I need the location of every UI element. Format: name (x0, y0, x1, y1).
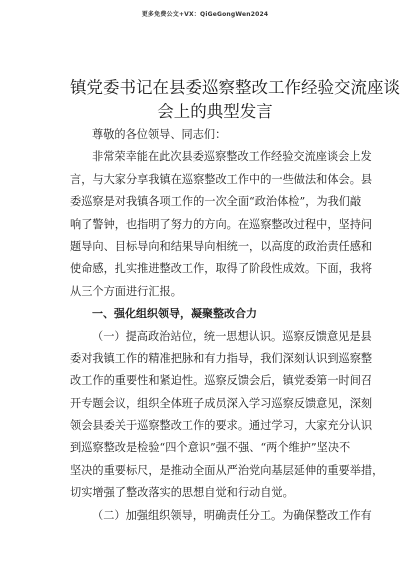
section-heading: 一、强化组织领导，凝聚整改合力 (92, 307, 257, 321)
text-line: （二）加强组织领导，明确责任分工。为确保整改工作有 (92, 508, 372, 522)
text-line: 题导向、目标导向和结果导向相统一，以高度的政治责任感和 (70, 239, 373, 253)
text-line: （一）提高政治站位，统一思想认识。巡察反馈意见是县 (92, 329, 372, 343)
text-line: 到巡察整改是检验“四个意识”强不强、“两个维护”坚决不 (70, 441, 351, 455)
text-line: 从三个方面进行汇报。 (70, 284, 182, 298)
text-line: 响了警钟，也指明了努力的方向。在巡察整改过程中，坚持问 (70, 217, 373, 231)
text-line: 切实增强了整改落实的思想自觉和行动自觉。 (70, 486, 294, 500)
text-line: 尊敬的各位领导、同志们： (92, 128, 227, 141)
text-line: 坚决的重要标尺，是推动全面从严治党向基层延伸的重要举措， (70, 463, 384, 477)
text-line: 改工作的重要性和紧迫性。巡察反馈会后，镇党委第一时间召 (70, 374, 373, 388)
text-line: 领会县委关于巡察整改工作的要求。通过学习，大家充分认识 (70, 419, 373, 433)
text-line: 开专题会议，组织全体班子成员深入学习巡察反馈意见，深刻 (70, 396, 373, 410)
document-body (70, 124, 384, 527)
document-title (70, 76, 400, 124)
text-line: 非常荣幸能在此次县委巡察整改工作经验交流座谈会上发 (92, 150, 372, 164)
title-line: 镇党委书记在县委巡察整改工作经验交流座谈 (70, 78, 400, 97)
title-line: 会上的典型发言 (157, 102, 273, 121)
text-line: 委对我镇工作的精准把脉和有力指导，我们深刻认识到巡察整 (70, 351, 373, 365)
text-line: 委巡察是对我镇各项工作的一次全面“政治体检”，为我们敲 (70, 195, 362, 209)
text-line: 使命感，扎实推进整改工作，取得了阶段性成效。下面，我将 (70, 262, 373, 276)
header-note: 更多免费公文+VX：QiGeGongWen2024 (141, 11, 269, 18)
text-line: 言，与大家分享我镇在巡察整改工作中的一些做法和体会。县 (70, 172, 373, 186)
